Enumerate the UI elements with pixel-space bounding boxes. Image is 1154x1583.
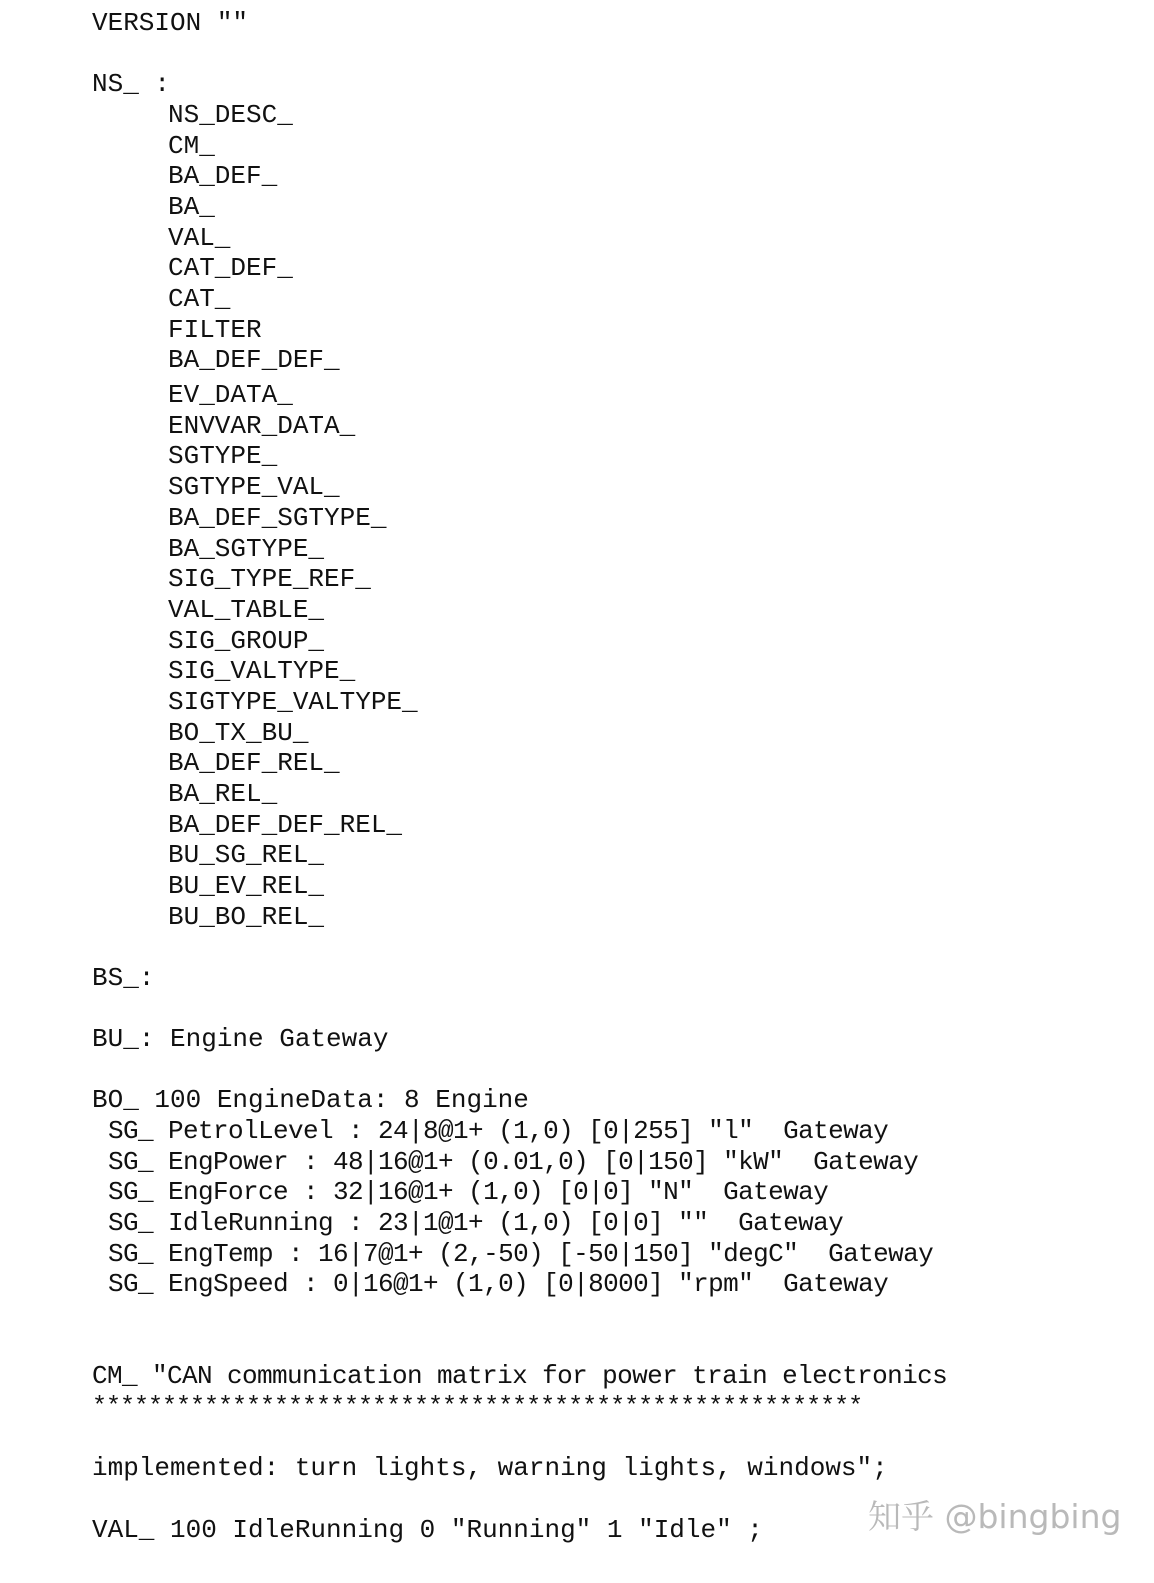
ns-symbol: VAL_	[168, 223, 231, 253]
ns-symbol: BU_SG_REL_	[168, 840, 325, 870]
signal-line: SG_ EngTemp : 16|7@1+ (2,-50) [-50|150] "degC" Gateway	[108, 1239, 934, 1269]
ns-symbol: SIG_TYPE_REF_	[168, 564, 371, 594]
signal-line: SG_ IdleRunning : 23|1@1+ (1,0) [0|0] "" Gateway	[108, 1208, 844, 1238]
ns-symbol: SIGTYPE_VALTYPE_	[168, 687, 418, 717]
ns-symbol: SIG_VALTYPE_	[168, 656, 356, 686]
ns-symbol: BA_REL_	[168, 779, 278, 809]
ns-symbol: BA_DEF_	[168, 161, 278, 191]
comment-line: CM_ "CAN communication matrix for power train electronics	[92, 1361, 948, 1391]
ns-symbol: BU_BO_REL_	[168, 902, 325, 932]
ns-symbol: CAT_DEF_	[168, 253, 293, 283]
ns-symbol: CAT_	[168, 284, 231, 314]
ns-symbol: BA_DEF_DEF_	[168, 345, 340, 375]
ns-symbol: EV_DATA_	[168, 380, 293, 410]
ns-symbol: NS_DESC_	[168, 100, 293, 130]
bs-line: BS_:	[92, 963, 155, 993]
version-line: VERSION ""	[92, 8, 249, 38]
ns-symbol: VAL_TABLE_	[168, 595, 325, 625]
signal-line: SG_ EngSpeed : 0|16@1+ (1,0) [0|8000] "rpm" Gateway	[108, 1269, 889, 1299]
ns-symbol: BU_EV_REL_	[168, 871, 325, 901]
ns-symbol: BO_TX_BU_	[168, 718, 309, 748]
signal-line: SG_ PetrolLevel : 24|8@1+ (1,0) [0|255] "l" Gateway	[108, 1116, 889, 1146]
signal-line: SG_ EngPower : 48|16@1+ (0.01,0) [0|150] "kW" Gateway	[108, 1147, 919, 1177]
signal-line: SG_ EngForce : 32|16@1+ (1,0) [0|0] "N" Gateway	[108, 1177, 829, 1207]
ns-symbol: BA_	[168, 192, 215, 222]
ns-symbol: SGTYPE_VAL_	[168, 472, 340, 502]
ns-symbol: SGTYPE_	[168, 441, 278, 471]
bu-nodes-line: BU_: Engine Gateway	[92, 1024, 389, 1054]
ns-symbol: FILTER	[168, 315, 262, 345]
ns-symbol: BA_DEF_SGTYPE_	[168, 503, 387, 533]
ns-header-line: NS_ :	[92, 69, 171, 99]
comment-separator: *******************************************************	[92, 1392, 863, 1421]
watermark-text: 知乎 @bingbing	[868, 1497, 1122, 1536]
bo-message-line: BO_ 100 EngineData: 8 Engine	[92, 1085, 529, 1115]
ns-symbol: CM_	[168, 131, 215, 161]
comment-line: implemented: turn lights, warning lights, windows";	[92, 1453, 888, 1483]
ns-symbol: SIG_GROUP_	[168, 626, 325, 656]
ns-symbol: ENVVAR_DATA_	[168, 411, 356, 441]
ns-symbol: BA_DEF_DEF_REL_	[168, 810, 403, 840]
ns-symbol: BA_DEF_REL_	[168, 748, 340, 778]
val-description-line: VAL_ 100 IdleRunning 0 "Running" 1 "Idle" ;	[92, 1515, 763, 1545]
ns-symbol: BA_SGTYPE_	[168, 534, 325, 564]
